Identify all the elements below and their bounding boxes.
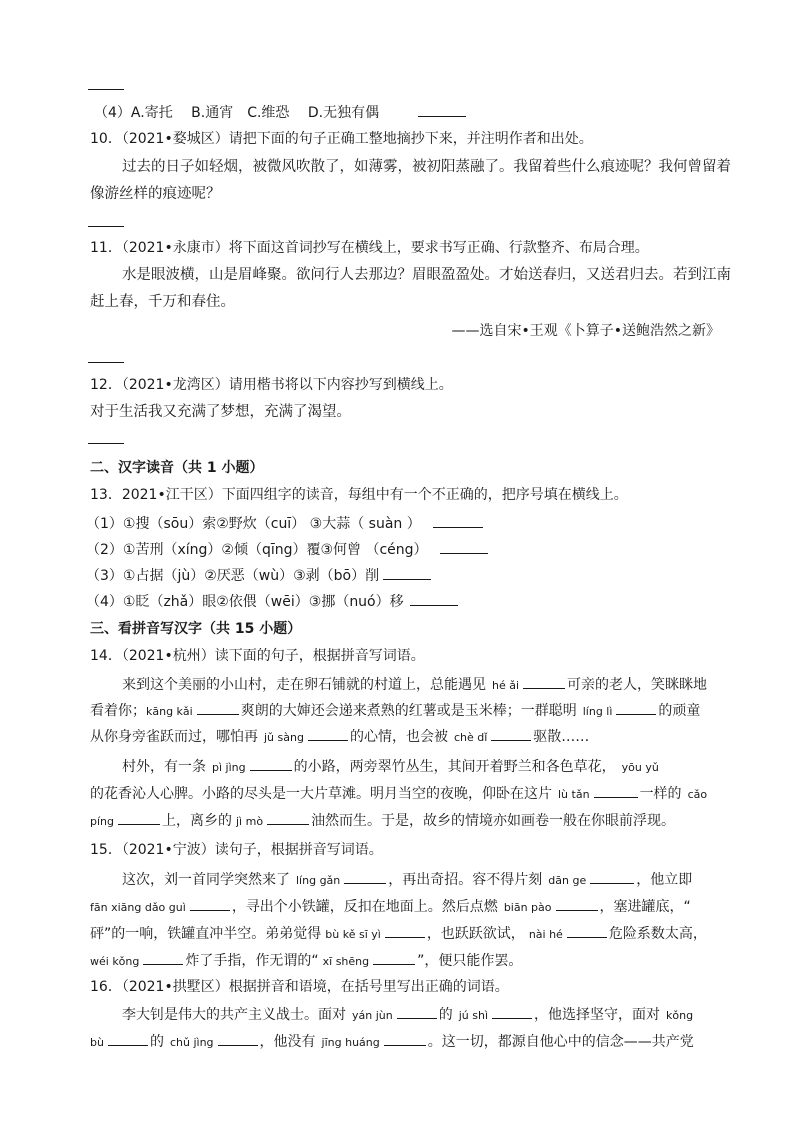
- question-13-item: （4）①眨（zhǎ）眼②依偎（wēi）③挪（nuó）移: [86, 591, 460, 612]
- question-15-line: 这次，刘一首同学突然来了 líng gǎn ，再出奇招。容不得片刻 dān ge ，他立即: [122, 869, 692, 891]
- question-13-item: （2）①苦刑（xíng）②倾（qīng）覆③何曾 （céng）: [86, 539, 490, 560]
- question-11-text-cont: 赶上春，千万和春住。: [90, 294, 235, 310]
- answer-blank[interactable]: [143, 950, 183, 965]
- answer-blank[interactable]: [190, 896, 230, 911]
- question-option-line: （4）A.寄托 B.通宵 C.维恐 D.无独有偶: [94, 102, 468, 123]
- question-14-line: 的花香沁人心脾。小路的尽头是一大片草滩。明月当空的夜晚，仰卧在这片 lù tǎn 一样的 cǎo: [90, 783, 707, 805]
- question-11-text: 水是眼波横，山是眉峰聚。欲问行人去那边？眉眼盈盈处。才始送春归，又送君归去。若到江南: [122, 267, 731, 283]
- question-14-line: 看着你；kāng kǎi 爽朗的大婶还会递来煮熟的红薯或是玉米棒；一群聪明 líng lì 的顽童: [90, 700, 700, 722]
- question-12-text: 对于生活我又充满了梦想，充满了渴望。: [90, 404, 351, 420]
- question-10-stem: 10．（2021•婺城区）请把下面的句子正确工整地摘抄下来，并注明作者和出处。: [90, 131, 593, 147]
- answer-blank[interactable]: [373, 950, 415, 965]
- answer-blank[interactable]: [118, 810, 160, 825]
- answer-blank[interactable]: [385, 923, 425, 938]
- answer-line: [88, 226, 124, 227]
- answer-blank[interactable]: [556, 896, 598, 911]
- answer-blank[interactable]: [616, 700, 656, 715]
- answer-line: [88, 89, 124, 90]
- question-14-line: 从你身旁雀跃而过，哪怕再 jǔ sàng 的心情，也会被 chè dǐ 驱散……: [90, 726, 589, 748]
- answer-blank[interactable]: [308, 726, 348, 741]
- answer-blank[interactable]: [440, 539, 488, 554]
- question-11-source: ——选自宋•王观《卜算子•送鲍浩然之新》: [451, 323, 720, 339]
- question-16-line: bù 的 chǔ jìng ，他没有 jīng huáng 。这一切，都源自他心中的信念——共产党: [90, 1031, 694, 1053]
- answer-blank[interactable]: [433, 513, 483, 528]
- answer-line: [88, 362, 124, 363]
- answer-blank[interactable]: [590, 869, 634, 884]
- question-15-line: fān xiāng dǎo guì ，寻出个小铁罐，反扣在地面上。然后点燃 biān pào ，塞进罐底，“: [90, 896, 691, 918]
- question-13-stem: 13．2021•江干区）下面四组字的读音，每组中有一个不正确的，把序号填在横线上。: [90, 487, 628, 503]
- question-14-stem: 14．（2021•杭州）读下面的句子，根据拼音写词语。: [90, 648, 425, 664]
- question-16-stem: 16．（2021•拱墅区）根据拼音和语境，在括号里写出正确的词语。: [90, 979, 509, 995]
- answer-blank[interactable]: [344, 869, 386, 884]
- question-14-line: píng 上，离乡的 jì mò 油然而生。于是，故乡的情境亦如画卷一般在你眼前浮现。: [90, 810, 675, 832]
- question-10-text: 过去的日子如轻烟，被微风吹散了，如薄雾，被初阳蒸融了。我留着些什么痕迹呢？我何曾留着: [122, 159, 731, 175]
- answer-blank[interactable]: [383, 565, 431, 580]
- question-14-line: 村外，有一条 pì jìng 的小路，两旁翠竹丛生，其间开着野兰和各色草花， yōu yǔ: [122, 756, 659, 778]
- answer-blank[interactable]: [108, 1031, 148, 1046]
- question-15-line: wéi kǒng 炸了手指，作无谓的“ xī shēng ”，便只能作罢。: [90, 950, 522, 972]
- question-13-item: （3）①占据（jù）②厌恶（wù）③剥（bō）削: [86, 565, 433, 586]
- question-13-item: （1）①搜（sōu）索②野炊（cuī） ③大蒜（ suàn ）: [86, 513, 485, 534]
- answer-blank[interactable]: [594, 783, 638, 798]
- answer-blank[interactable]: [418, 102, 466, 117]
- answer-line: [88, 443, 124, 444]
- answer-blank[interactable]: [491, 726, 531, 741]
- question-12-stem: 12．（2021•龙湾区）请用楷书将以下内容抄写到横线上。: [90, 377, 453, 393]
- question-14-line: 来到这个美丽的小山村，走在卵石铺就的村道上，总能遇见 hé ǎi 可亲的老人，笑眯眯地: [122, 674, 707, 696]
- question-16-line: 李大钊是伟大的共产主义战士。面对 yán jùn 的 jú shì ，他选择坚守，面对 kǒng: [122, 1004, 693, 1026]
- answer-blank[interactable]: [410, 591, 458, 606]
- answer-blank[interactable]: [267, 810, 309, 825]
- answer-blank[interactable]: [397, 1004, 437, 1019]
- question-15-stem: 15．（2021•宁波）读句子，根据拼音写词语。: [90, 842, 383, 858]
- answer-blank[interactable]: [218, 1031, 258, 1046]
- answer-blank[interactable]: [567, 923, 607, 938]
- section-title: 三、看拼音写汉字（共 15 小题）: [90, 621, 302, 637]
- answer-blank[interactable]: [523, 674, 565, 689]
- section-title: 二、汉字读音（共 1 小题）: [90, 460, 264, 476]
- answer-blank[interactable]: [384, 1031, 426, 1046]
- question-15-line: 砰”的一响，铁罐直冲半空。弟弟觉得 bù kě sī yì ，也跃跃欲试， nài hé 危险系数太高，: [90, 923, 707, 945]
- answer-blank[interactable]: [197, 700, 239, 715]
- answer-blank[interactable]: [492, 1004, 532, 1019]
- question-11-stem: 11．（2021•永康市）将下面这首词抄写在横线上，要求书写正确、行款整齐、布局合理。: [90, 240, 649, 256]
- question-10-text-cont: 像游丝样的痕迹呢？: [90, 186, 221, 202]
- answer-blank[interactable]: [250, 756, 292, 771]
